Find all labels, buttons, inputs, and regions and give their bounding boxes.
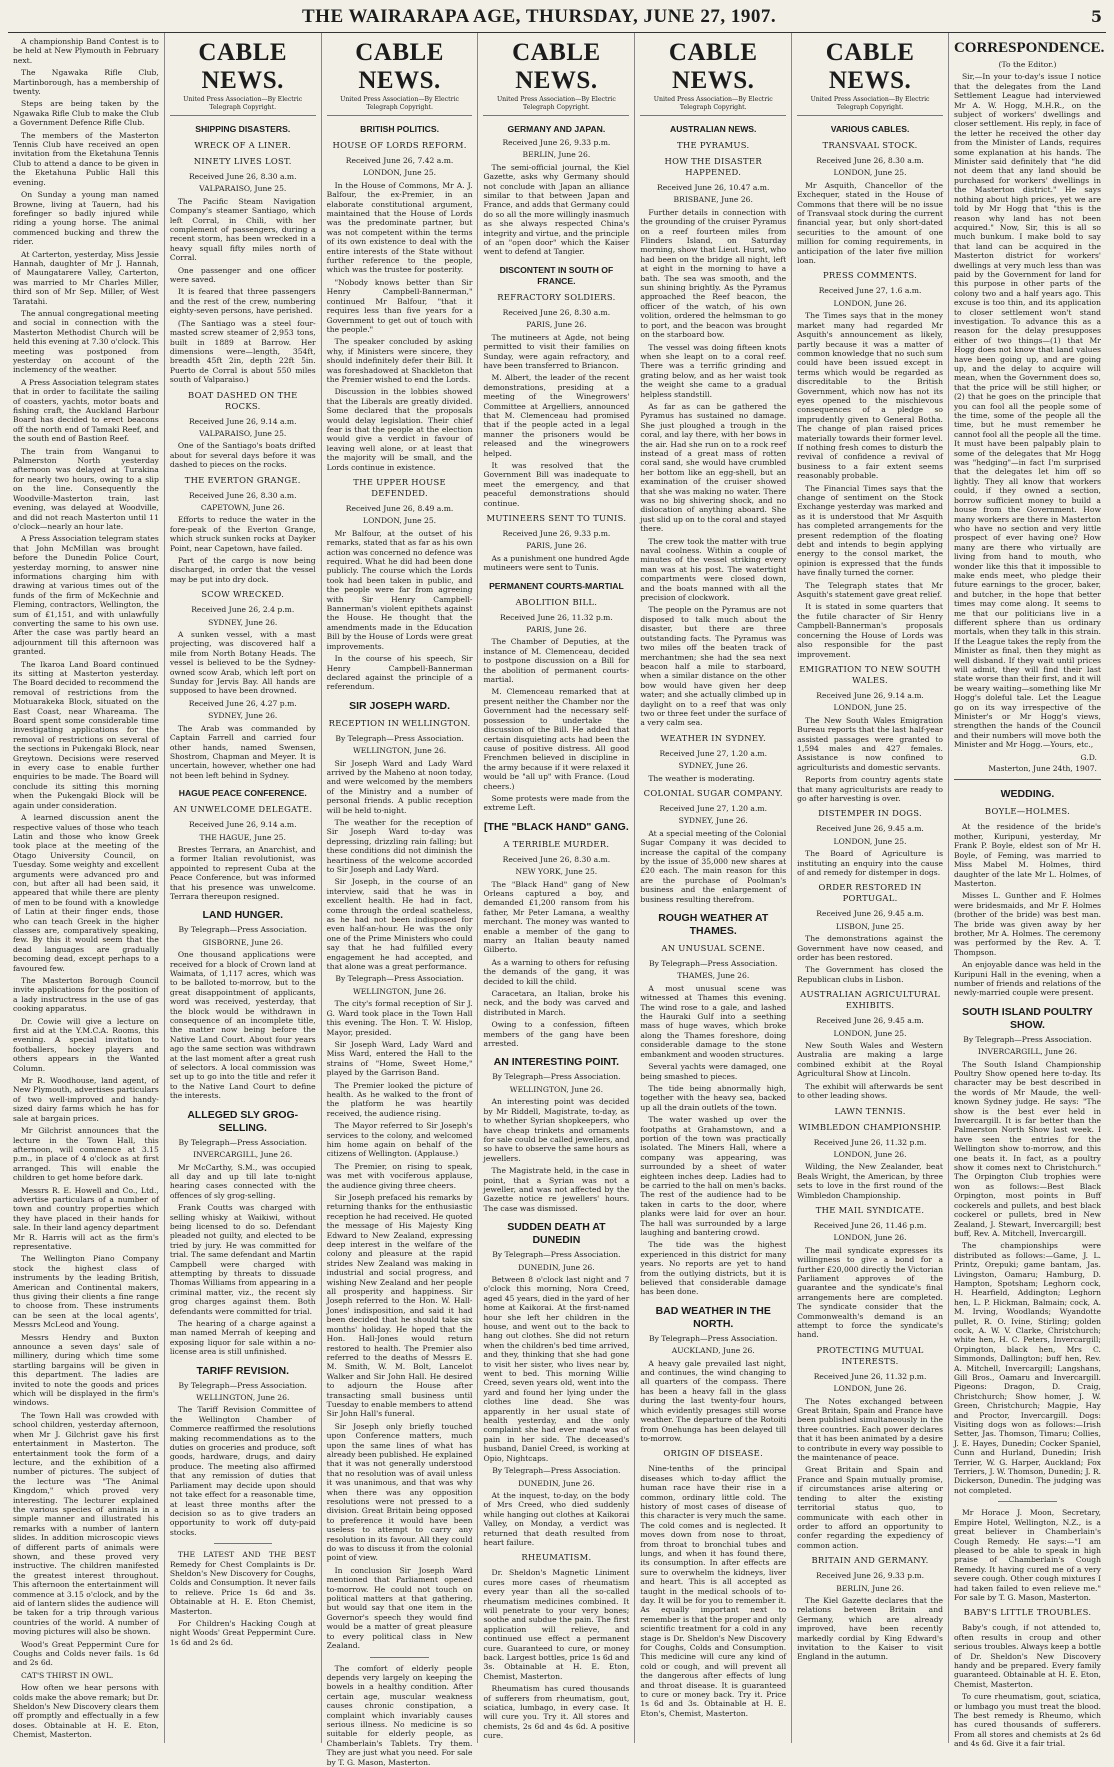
section-header: CABLE NEWS.: [198, 39, 288, 94]
paragraph: It is feared that three passengers and the rest of the crew, numbering eighty-seven persons, have perished.: [169, 287, 316, 316]
paragraph: Discussion in the lobbies showed that the Liberals are greatly divided. Some declared that the proposals would delay legislation. Their chief fear is that the people at the election would give a verdict in favour of leaving well alone, or at least that the majority will be small, and the Lords continue in existence.: [326, 387, 473, 472]
news-item: Mr R. Woodhouse, land agent, of New Plymouth, advertises particulars of two well-improved and handy-sized dairy farms which he has for sale at bargain prices.: [13, 1076, 159, 1123]
news-item: Mr Gilchrist announces that the lecture in the Town Hall, this afternoon, will commence at 3.15 p.m., in place of 4 o'clock as at first arranged. This will enable the children to get home before dark.: [13, 1126, 159, 1183]
paragraph: A most unusual scene was witnessed at Thames this evening. The wind rose to a gale, and lashed the Hauraki Gulf into a seething mass of huge waves, which broke along the Thames foreshore, doing considerable damage to the stone embankment and wooden structures.: [640, 983, 787, 1059]
masthead-title: THE WAIRARAPA AGE, THURSDAY, JUNE 27, 1907.: [302, 6, 777, 27]
dateline: WELLINGTON, June 26.: [352, 986, 447, 996]
dateline: WELLINGTON, June 26.: [196, 1393, 290, 1403]
dateline: SYDNEY, June 26.: [208, 711, 278, 721]
article-heading: [THE "BLACK HAND" GANG.: [484, 820, 629, 833]
paragraph: Misses L. Gunther and F. Holmes were bridesmaids, and Mr F. Holmes (brother of the bride) was best man. The bride was given away by her brother, Mr A. Holmes. The ceremony was performed by the Rev. A. T. Thompson.: [953, 891, 1101, 957]
article-deck: MUTINEERS SENT TO TUNIS.: [486, 513, 627, 523]
dateline: SYDNEY, June 26.: [678, 816, 748, 826]
paragraph: "Nobody knows better than Sir Henry Campbell-Bannerman," continued Mr Balfour, "that it requires less than five years for a Government to get out of touch with the people.": [326, 277, 473, 334]
article-deck: PRESS COMMENTS.: [823, 270, 918, 281]
article-deck: BOAT DASHED ON THE ROCKS.: [187, 389, 298, 411]
article-deck: HOW THE DISASTER HAPPENED.: [664, 156, 762, 177]
paragraph: Caracetara, an Italian, broke his neck, and the body was carved and distributed in March.: [483, 989, 630, 1017]
article-deck: COLONIAL SUGAR COMPANY.: [643, 787, 783, 798]
divider: [954, 779, 1101, 780]
article-deck: DISTEMPER IN DOGS.: [818, 808, 922, 819]
paragraph: The weather for the reception of Sir Joseph Ward to-day was depressing, drizzling rain falling; but these conditions did not diminish the heartiness of the welcome accorded to Sir Joseph and Lady Ward.: [326, 817, 473, 874]
paragraph: Sir Joseph Ward and Lady Ward arrived by the Maheno at noon today, and were welcomed by the members of the Ministry and a number of personal friends. A public reception will be held to-night.: [326, 758, 473, 815]
article-heading: AUSTRALIAN NEWS.: [670, 124, 757, 134]
article-deck: LAWN TENNIS.: [834, 1105, 906, 1116]
byline: By Telegraph—Press Association.: [649, 959, 778, 969]
paragraph: The hearing of a charge against a man named Merrah of keeping and exposing liquor for sale within a no-license area is still unfinished.: [169, 1319, 316, 1357]
advertisement-heading: BABY'S LITTLE TROUBLES.: [963, 1607, 1092, 1618]
dateline: WELLINGTON, June 26.: [509, 1084, 604, 1094]
article-deck: BOYLE—HOLMES.: [984, 806, 1071, 817]
received-line: Received June 26, 9.33 p.m.: [816, 1571, 924, 1581]
news-item: The annual congregational meeting and social in connection with the Masterton Methodist Church will be held this evening at 7.30 o'clock. This meeting was postponed from yesterday on account of the inclemency of the weather.: [13, 308, 159, 375]
byline: By Telegraph—Press Association.: [492, 1072, 621, 1082]
paragraph: Several yachts were damaged, one being smashed to pieces.: [640, 1062, 787, 1081]
news-item: On Sunday a young man named Browne, living at Tauern, had his forefinger so badly injured while riding a young horse. The animal commenced bucking and threw the rider.: [13, 190, 159, 247]
paragraph: Frank Coutts was charged with selling whisky at Waikiwi, without being licensed to do so. Defendant pleaded not guilty, and elected to be tried by jury. He was committed for trial. The same defendant and Martin Campbell were charged with attempting by threats to dissuade Thomas Williams from appearing in a criminal matter, viz., the recent sly grog charges against them. Both defendants were committed for trial.: [169, 1203, 316, 1316]
paragraph: M. Clemenceau remarked that at present neither the Chamber nor the Government had the necessary self-possession to undertake the discussion of the Bill. He added that certain disquieting acts had been the cause of positive distress. All good Frenchmen believed in discipline in the army because if it were relaxed it would be "all up" with France. (Loud cheers.): [483, 687, 630, 791]
divider: [214, 1543, 272, 1544]
paragraph: The championships were distributed as follows:—Game, J. L. Printz, Orepuki; game bantam, Jas. Livingston, Oamaru; Hamburg, D. Hampton, Spotsham; Leghorn cock, H. Hearfield, Addington; Leghorn hen, L. P. Hickman, Balmain; cock, A. M. Irving, Woodlands; Wyandotte pullet, R. O. Ivine, Stirling; golden cock, A. W. V. Clarke, Christchurch; white hen, H. C. Peters, Invercargill; Orpington, black hen, Mrs C. Simmonds, Dallington; buff hen, Rev. A. Mitchell, Invercargill; Langshans, Gill Bros., Oamaru and Invercargill. Pigeons: Dragon, D. Craig, Christchurch; Show homer, J. W. Green, Christchurch; Magpie, Hay and Proctor, Invercargill. Dogs: Visiting dogs won as follows:—Irish Setter, Jas. Thomson, Timaru; Collies, J. E. Hayes, Dunedin; Cocker Spaniel, Cunn and Hurland, Dunedin; Irish Terrier, W. G. Harper, Auckland; Fox Terriers, J. W. Thomson, Dunedin; J. R. Dickerson, Dunedin. The judging was not completed.: [953, 1241, 1101, 1495]
news-item: At Carterton, yesterday, Miss Jessie Hannah, daughter of Mr J. Hannah, of Maungatarere Valley, Carterton, was married to Mr Charles Miller, third son of Mr Sep. Miller, of West Taratahi.: [13, 249, 159, 306]
advertisement: THE LATEST AND THE BEST Remedy for Chest Complaints is Dr. Sheldon's New Discovery for Coughs, Colds and Consumption. It never fails to relieve. Price 1s 6d and 3s. Obtainable at H. E. Eton Chemist, Masterton.: [169, 1550, 316, 1616]
article-deck: THE UPPER HOUSE DEFENDED.: [353, 477, 446, 498]
paragraph: Mr Asquith, Chancellor of the Exchequer, stated in the House of Commons that there will be no issue of Transvaal stock during the current financial year, but only short-dated securities to the amount of one million for coming requirements, in anticipation of the later five million loan.: [797, 180, 943, 266]
divider: [370, 1657, 428, 1658]
dateline: VALPARAISO, June 25.: [199, 184, 287, 194]
paragraph: Reports from country agents state that many agriculturists are ready to go after harvesting is over.: [797, 775, 943, 803]
paragraph: As a warning to others for refusing the demands of the gang, it was decided to kill the child.: [483, 957, 630, 986]
news-item: A Press Association telegram states that in order to facilitate the sailing of coasters, yachts, motor boats and fishing craft, the Auckland Harbour Board has decided to erect beacons off the north end of Tamaki Reef, and the south end of Bastion Reef.: [13, 377, 159, 444]
paragraph: Owing to a confession, fifteen members of the gang have been arrested.: [483, 1020, 630, 1049]
byline: By Telegraph—Press Association.: [335, 974, 464, 984]
paragraph: Mr McCarthy, S.M., was occupied all day and up till late to-night hearing cases connected with the offences of sly grog-selling.: [169, 1162, 316, 1200]
paragraph: (The Santiago was a steel four-masted screw steamer of 2,953 tons, built in 1889 at Barrow. Her dimensions were—length, 354ft, breadth 45ft 2in, depth 22ft 5in. Puerto de Corral is about 550 miles south of Valparaiso.): [169, 318, 316, 385]
news-item: The Wellington Piano Company stock the highest class of instruments by the leading British, American and Continental makers, thus giving their clients a fine range to choose from. These instruments can be seen at the local agents', Messrs McLeod and Young.: [13, 1254, 159, 1330]
article-deck: A TERRIBLE MURDER.: [503, 838, 610, 849]
paragraph: In the course of his speech, Sir Henry Campbell-Bannerman declared against the principle of a referendum.: [326, 654, 473, 692]
news-item: How often we hear persons with colds make the above remark; but Dr. Sheldon's New Discovery clears them off promptly and effectually in a few doses. Obtainable at H. E. Eton, Chemist, Masterton.: [13, 1683, 159, 1740]
dateline: LONDON, June 26.: [833, 298, 907, 308]
article-deck: ORDER RESTORED IN PORTUGAL.: [818, 882, 922, 904]
byline: By Telegraph—Press Association.: [492, 1250, 621, 1260]
dateline: INVERCARGILL, June 26.: [977, 1047, 1078, 1057]
article-deck: HOUSE OF LORDS REFORM.: [332, 140, 467, 150]
article-deck: THE MAIL SYNDICATE.: [815, 1204, 925, 1215]
dateline: PARIS, June 26.: [526, 541, 587, 551]
dateline: LONDON, June 25.: [833, 703, 907, 713]
news-item: The Town Hall was crowded with school children, yesterday afternoon, when Mr J. Gilchrist gave his first entertainment in Masterton. The entertainment took the form of a lecture, and the exhibition of a number of pictures. The subject of the lecture was "The Animal Kingdom," which proved very interesting. The lecturer explained the various species of animals in a simple manner and illustrated his remarks with a number of lantern slides. In addition microscopic views of different parts of animals were shown, and these proved very instructive. The children manifested the greatest interest throughout. This afternoon the entertainment will commence at 3.15 o'clock, and by the aid of lantern slides the audience will be taken for a trip through various countries of the world. A number of moving pictures will also be shown.: [13, 1410, 159, 1637]
received-line: Received June 26, 7.42 a.m.: [345, 156, 454, 165]
received-line: Received June 26, 8.49 a.m.: [345, 504, 454, 513]
received-line: Received June 27, 1.6 a.m.: [818, 286, 922, 296]
received-line: Received June 26, 9.14 a.m.: [816, 690, 924, 700]
received-line: Received June 26, 9.33 p.m.: [502, 138, 611, 147]
dateline: LONDON, June 25.: [833, 168, 907, 178]
section-subtitle: United Press Association—By Electric Telegraph Copyright.: [483, 96, 629, 116]
paragraph: The weather is moderating.: [648, 773, 755, 783]
received-line: Received June 26, 11.32 p.m.: [813, 1137, 927, 1147]
signature: G.D.: [1080, 752, 1097, 762]
article-deck: AN UNUSUAL SCENE.: [661, 943, 766, 954]
dateline: THAMES, June 26.: [677, 971, 750, 981]
column-cable-news-2: [322, 33, 479, 1767]
paragraph: Sir Joseph, in the course of an interview, said that he was in excellent health. He had in fact, come through the ordeal scatheless, as he had not been indisposed for even half-an-hour. He was the only one of the Prime Ministers who could say that he had fulfilled every engagement he had accepted, and that alone was a great performance.: [326, 877, 473, 972]
article-heading: SOUTH ISLAND POULTRY SHOW.: [962, 1005, 1093, 1031]
paragraph: The tide was the highest experienced in this district for many years. No reports are yet to hand from the outlying districts, but it is believed that considerable damage has been done.: [640, 1240, 787, 1297]
received-line: Received June 26, 10.47 a.m.: [657, 183, 770, 192]
article-deck: THE EVERTON GRANGE.: [184, 474, 301, 485]
paragraph: Further details in connection with the grounding of the cruiser Pyramus on a reef fourteen miles from Flinders Island, on Saturday morning, show that Lieut. Hurst, who had been on the bridge all night, left at eight in the morning to have a bath. The sea was smooth, and the sun shining brightly. As the Pyramus approached the Reef beacon, the officer of the watch, of his own volition, ordered the helmsman to go to port, and the beacon was brought on the starboard bow.: [640, 207, 787, 340]
page-number: 5: [1090, 7, 1102, 26]
advertisement: Rheumatism has cured thousands of sufferers from rheumatism, gout, sciatica, lumbago, in every case. It will cure you. Try it. All stores and chemists, 2s 6d and 4s 6d. A positive cure.: [483, 1684, 630, 1741]
paragraph: It was resolved that the Government Bill was inadequate to meet the emergency, and that peaceful demonstrations should continue.: [483, 460, 630, 508]
dateline: INVERCARGILL, June 26.: [193, 1150, 293, 1160]
article-heading: SHIPPING DISASTERS.: [195, 124, 291, 134]
received-line: Received June 26, 11.46 p.m.: [813, 1220, 927, 1230]
paragraph: The Tariff Revision Committee of the Wellington Chamber of Commerce reaffirmed the resolutions making recommendations as to the duties on groceries and produce, soft goods, hardware, drugs, and dairy produce. The meeting also affirmed that any remission of duties that Parliament may decide upon should not take effect for a reasonable time, at least three months after the decision so as to give traders an opportunity to work off duty-paid stocks.: [169, 1405, 316, 1537]
dateline: LONDON, June 26.: [833, 1149, 907, 1159]
paragraph: Sir Joseph only briefly touched upon Conference matters, much upon the same lines of what has already been published. He explained that it was not generally understood that no resolution was of avail unless it was unanimous, and that was why when there was any opposition resolutions were not pressed to a division. Great Britain being opposed to preference it would have been useless to attempt to carry any resolution in its favour. All they could do was to discuss it from the colonial point of view.: [326, 1421, 473, 1563]
dateline: BERLIN, June 26.: [522, 150, 591, 160]
received-line: Received June 26, 9.14 a.m.: [188, 820, 297, 830]
paragraph: Mr Balfour, at the outset of his remarks, stated that as far as his own action was concerned no defence was required. What he did had been done publicly. The course which the Lords took had been taken in public, and the people were far from agreeing with Sir Henry Campbell-Bannerman's violent epithets against the House. He thought that the amendments made in the Education Bill by the House of Lords were great improvements.: [326, 528, 473, 651]
paragraph: The vessel was doing fifteen knots when she leapt on to a coral reef. There was a terrific grinding and grating below, and as her waist took the weight she came to a gradual helpless standstill.: [640, 342, 787, 399]
paragraph: A heavy gale prevailed last night, and continues, the wind changing to all quarters of the compass. There has been a heavy fall in the glass during the last twenty-four hours, which evidently presages still worse weather. The departure of the Rotoiti from Onehunga has been delayed till to-morrow.: [640, 1358, 787, 1443]
received-line: Received June 26, 9.45 a.m.: [816, 909, 924, 919]
advertisement: Nine-tenths of the principal diseases which to-day afflict the human race have their rise in a common, ordinary little cold. The history of most cases of disease of this character is very much the same. The cold comes and is neglected. It moves down from nose to throat, from throat to bronchial tubes and lungs, and when it has found there, its consumption. In after effects are sure to overwhelm the kidneys, liver and heart. This is all accepted as taught in the medical schools of to-day. It will be for you to remember it. As equally important next to remember is that the proper and only scientific treatment for a cold in any stage is Dr. Sheldon's New Discovery for Coughs, Colds and Consumption. This medicine will cure any kind of cold or cough, and will prevent all the dangerous after effects of lung and throat disease. It is guaranteed to cure or money back. Try it. Price 1s 6d and 3s. Obtainable at H. E. Eton's, Chemist, Masterton.: [640, 1464, 787, 1718]
article-deck: TRANSVAAL STOCK.: [822, 140, 918, 150]
article-deck: AN UNWELCOME DELEGATE.: [173, 804, 313, 815]
paragraph: A sunken vessel, with a mast projecting, was discovered half a mile from North Botany Heads. The vessel is believed to be the Sydney-owned scow Arab, which left port on Sunday for Jervis Bay. All hands are supposed to have been drowned.: [169, 630, 316, 696]
news-item: The members of the Masterton Tennis Club have received an open invitation from the Eketahuna Tennis Club to attend a dance to be given in the Eketahuna Public Hall this evening.: [13, 130, 159, 187]
paragraph: The mail syndicate expresses its willingness to give a bond for a further £20,000 directly the Victorian Parliament approves of the guarantee and the syndicate's final arrangements here are completed. The syndicate consider that the Commonwealth's demand is an attempt to force the syndicate's hand.: [797, 1245, 943, 1340]
paragraph: The demonstrations against the Government have now ceased, and order has been restored.: [797, 934, 943, 963]
paragraph: The Premier looked the picture of health. As he walked to the front of the platform he was heartily received, the audience rising.: [326, 1080, 473, 1118]
received-line: Received June 26, 8.30 a.m.: [188, 172, 297, 181]
received-line: Received June 26, 9.33 p.m.: [502, 529, 611, 538]
paragraph: The Magistrate held, in the case in point, that a Syrian was not a jeweller, and was not affected by the Gazette notice re jewellers' hours. The case was dismissed.: [483, 1166, 630, 1213]
paragraph: The city's formal reception of Sir J. G. Ward took place in the Town Hall this evening. The Hon. T. W. Hislop, Mayor, presided.: [326, 999, 473, 1037]
columns: [8, 33, 1106, 1767]
paragraph: An interesting point was decided by Mr Riddell, Magistrate, to-day, as to whether Syrian shopkeepers, who have cheap trinkets and ornaments for sale could be called jewellers, and so have to observe the same hours as jewellers.: [483, 1097, 630, 1163]
article-deck: EMIGRATION TO NEW SOUTH WALES.: [799, 663, 941, 685]
article-heading: VARIOUS CABLES.: [830, 124, 910, 134]
paragraph: The Telegraph states that Mr Asquith's statement gave great relief.: [797, 580, 943, 600]
article-heading: BAD WEATHER IN THE NORTH.: [655, 1304, 771, 1330]
paragraph: The water washed up over the footpaths at Grahamstown, and a portion of the town was practically isolated. The Miners Hall, where a company was appearing, was surrounded by a sheet of water eighteen inches deep. Ladies had to be carried to the hall on men's backs. The rest of the audience had to be taken in carts to the door, where planks were laid for over an hour. The hall was surrounded by a large laughing and bantering crowd.: [640, 1115, 787, 1237]
received-line: Received June 26, 11.32 p.m.: [813, 1371, 927, 1381]
article-heading: TARIFF REVISION.: [196, 1364, 290, 1377]
received-line: Received June 26, 9.45 a.m.: [816, 824, 924, 834]
paragraph: In conclusion Sir Joseph Ward mentioned that Parliament opened to-morrow. He could not touch on political matters at that gathering, but would say that one item in the Governor's speech they would find would be a matter of great pleasure to every political class in New Zealand.: [326, 1565, 473, 1651]
advertisement: Dr. Sheldon's Magnetic Liniment cures more cases of rheumatism every year than all the so-called rheumatism medicines combined. It will penetrate to your very bones; soothe and subdue the pain. The first application will relieve, and continued use effect a permanent cure. Guaranteed to cure, or money back. Largest bottles, price 1s 6d and 3s. Obtainable at H. E. Eton, Chemist, Masterton.: [483, 1568, 630, 1681]
article-heading: GERMANY AND JAPAN.: [507, 124, 606, 134]
paragraph: Wilding, the New Zealander, beat Beals Wright, the American, by three sets to love in the first round of the Wimbledon Championship.: [797, 1162, 943, 1200]
paragraph: The Chamber of Deputies, at the instance of M. Clemenceau, decided to postpone discussion on a Bill for the abolition of permanent courts-martial.: [483, 637, 630, 685]
news-item: CAT'S THIRST IN OWL.: [21, 1670, 114, 1680]
section-subtitle: United Press Association—By Electric Telegraph Copyright.: [327, 96, 473, 116]
advertisement: To cure rheumatism, gout, sciatica, or lumbago you must treat the blood. The best remedy is Rheumo, which has cured thousands of sufferers. From all stores and chemists at 2s 6d and 4s 6d. Give it a fair trial.: [953, 1692, 1101, 1749]
paragraph: The Kiel Gazette declares that the relations between Britain and Germany, which are already improved, have been recently markedly cordial by King Edward's invitation to the Kaiser to visit England in the autumn.: [797, 1595, 943, 1662]
paragraph: At the residence of the bride's mother, Kuripuni, yesterday, Mr Frank P. Boyle, eldest son of Mr H. Boyle, of Feming, was married to Miss Mabel M. Holmes, third daughter of the late Mr L. Holmes, of Masterton.: [953, 822, 1101, 888]
signature-date: Masterton, June 24th, 1907.: [988, 764, 1097, 774]
section-header: CABLE NEWS.: [512, 39, 601, 94]
article-deck: PROTECTING MUTUAL INTERESTS.: [816, 1344, 924, 1366]
paragraph: In the House of Commons, Mr A. J. Balfour, the ex-Premier, in an elaborate constitutional argument, maintained that the House of Lords was the predominate partner, but was not competent within the terms of its own existence to deal with the entire interests of the State without further reference to the people, which was the trustee for posterity.: [326, 180, 473, 275]
advertisement: The comfort of elderly people depends very largely on keeping the bowels in a healthy condition. After certain age, muscular weakness causes chronic constipation, a complaint which invariably causes serious illness. No medicine is so suitable for elderly people, as Chamberlain's Tablets. Try them. They are just what you need. For sale by T. G. Mason, Masterton.: [326, 1663, 473, 1767]
article-deck: WIMBLEDON CHAMPIONSHIP.: [798, 1121, 942, 1132]
received-line: Received June 26, 9.14 a.m.: [188, 416, 297, 426]
column-cable-news-5: [792, 33, 949, 1743]
paragraph: The Government has closed the Republican clubs in Lisbon.: [797, 965, 943, 984]
paragraph: The mutineers at Agde, not being permitted to visit their families on Sunday, were again refractory, and have been transferred to Briancon.: [483, 332, 630, 370]
paragraph: The exhibit will afterwards be sent to other leading shows.: [797, 1081, 943, 1101]
section-header: CORRESPONDENCE.: [953, 40, 1105, 56]
received-line: Received June 27, 1.20 a.m.: [659, 803, 767, 813]
dateline: LONDON, June 25.: [363, 516, 437, 526]
paragraph: One of the Santiago's boats drifted about for several days before it was dashed to pieces on the rocks.: [169, 441, 316, 470]
dateline: DUNEDIN, June 26.: [518, 1478, 595, 1488]
paragraph: Brestes Terrara, an Anarchist, and a former Italian revolutionist, was appointed to represent Cuba at the Peace Conference, but was informed that his presence was unwelcome. Terrara thereupon resigned.: [169, 844, 316, 901]
section-header: CABLE NEWS.: [825, 39, 915, 94]
dateline: BERLIN, June 26.: [836, 1583, 904, 1593]
dateline: LONDON, June 26.: [833, 1384, 907, 1394]
article-deck: ABOLITION BILL.: [515, 596, 598, 607]
paragraph: The Times says that in the money market many had regarded Mr Asquith's announcement as likely, partly because it was a matter of common knowledge that no such sum could have been issued except in terms which would be regarded as discreditable to the British Government, which now has not its eyes opened to the mischievous consequences of a pledge so imprudently given to General Botha. The change of plan raised prices materially towards their former level. If nothing fresh comes to disturb the revival of confidence a revival of business to a fair extent seems reasonably probable.: [797, 311, 943, 481]
received-line: Received June 26, 11.32 p.m.: [500, 612, 613, 622]
column-local-news: [8, 33, 165, 1743]
column-cable-news-3: [478, 33, 635, 1743]
advertisement-heading: ORIGIN OF DISEASE.: [663, 1448, 764, 1459]
news-item: The Masterton Borough Council invite applications for the position of a lady instructress in the use of gas cooking apparatus.: [13, 976, 159, 1014]
received-line: Received June 26, 8.30 a.m.: [502, 307, 611, 317]
article-heading: LAND HUNGER.: [202, 909, 283, 922]
article-heading: HAGUE PEACE CONFERENCE.: [178, 788, 307, 799]
advertisement: Baby's cough, if not attended to, often results in croup and other serious troubles. Always keep a bottle of Dr. Sheldon's New Discovery handy and be prepared. Every family guaranteed. Obtainable at H. E. Eton, Chemist, Masterton.: [953, 1623, 1101, 1689]
paragraph: Some protests were made from the extreme Left.: [483, 793, 630, 813]
paragraph: Efforts to reduce the water in the fore-peak of the Everton Grange, which struck sunken rocks at Dayker Point, near Capetown, have failed.: [169, 515, 316, 553]
paragraph: Sir Joseph prefaced his remarks by returning thanks for the enthusiastic reception he had received. He quoted the message of His Majesty King Edward to New Zealand, expressing deep interest in the welfare of the colony and pleasure at the rapid strides New Zealand was making in industrial and social progress, and wishing New Zealand and her people all prosperity and happiness. Sir Joseph referred to the Hon. W. Hall-Jones' indisposition, and said it had been decided that he should take six months' holiday. He hoped that the Hon. Hall-Jones would return restored to health. The Premier also referred to the deaths of Messrs E. M. Smith, W. M. Bolt, Lancelot Walker and Sir John Hall. He desired to adjourn the House after transacting small business until Tuesday to enable members to attend Sir John Hall's funeral.: [326, 1193, 473, 1419]
dateline: LONDON, June 25.: [833, 1028, 907, 1038]
dateline: BRISBANE, June 26.: [673, 195, 753, 205]
paragraph: One passenger and one officer were saved.: [169, 265, 316, 285]
dateline: PARIS, June 26.: [526, 625, 587, 635]
news-item: Steps are being taken by the Ngawaka Rifle Club to make the Club a Government Defence Rifle Club.: [13, 99, 159, 128]
paragraph: Great Britain and Spain and France and Spain mutually promise, if circumstances arise altering or tending to alter the existing territorial status quo, to communicate with each other in order to afford an opportunity to confer regarding the expediency of common action.: [797, 1465, 943, 1550]
article-deck: REFRACTORY SOLDIERS.: [497, 291, 616, 302]
byline: By Telegraph—Press Association.: [649, 1333, 778, 1343]
received-line: Received June 26, 8.30 a.m.: [502, 854, 611, 864]
paragraph: The Pacific Steam Navigation Company's steamer Santiago, which left Corral, in Chili, with her complement of passengers, during a recent storm, has been wrecked in a heavy squall fifty miles north of Corral.: [169, 196, 316, 263]
byline: By Telegraph—Press Association.: [492, 1466, 621, 1476]
received-line: Received June 26, 2.4 p.m.: [191, 605, 295, 615]
byline: By Telegraph—Press Association.: [178, 1137, 307, 1147]
paragraph: The Arab was commanded by Captain Farrell and carried four other hands, named Swensen, Shostrom, Chapman and Meyer. It is uncertain, however, whether one had not been left behind in Sydney.: [169, 723, 316, 780]
editor-address: (To the Editor.): [998, 60, 1057, 69]
masthead: [8, 6, 1106, 33]
article-deck: BRITAIN AND GERMANY.: [811, 1555, 929, 1566]
dateline: WELLINGTON, June 26.: [352, 746, 447, 756]
article-deck: THE PYRAMUS.: [676, 140, 750, 150]
news-item: Dr. Cowie will give a lecture on first aid at the Y.M.C.A. Rooms, this evening. A special invitation to footballers, hockey players and others appears in the Wanted Column.: [13, 1016, 159, 1073]
advertisement: For Children's Hacking Cough at night Woods' Great Peppermint Cure. 1s 6d and 2s 6d.: [169, 1618, 316, 1647]
news-item: Wood's Great Peppermint Cure for Coughs and Colds never fails. 1s 6d and 2s 6d.: [13, 1639, 159, 1668]
article-deck: WRECK OF A LINER.: [194, 140, 292, 150]
news-item: Messrs R. E. Howell and Co., Ltd., advertise particulars of a number of town and country properties which they have placed in their hands for sale. In their land agency department Mr R. Harris will act as the firm's representative.: [13, 1185, 159, 1251]
section-subtitle: United Press Association—By Electric Telegraph Copyright.: [640, 96, 786, 116]
article-heading: PERMANENT COURTS-MARTIAL: [489, 580, 624, 591]
dateline: LONDON, June 26.: [833, 1233, 907, 1243]
dateline: SYDNEY, June 26.: [208, 617, 278, 627]
section-subtitle: United Press Association—By Electric Telegraph Copyright.: [797, 96, 943, 116]
article-deck: AUSTRALIAN AGRICULTURAL EXHIBITS.: [800, 989, 940, 1011]
section-header: CABLE NEWS.: [355, 39, 444, 94]
article-heading: DISCONTENT IN SOUTH OF FRANCE.: [499, 264, 614, 286]
news-item: A championship Band Contest is to be held at New Plymouth in February next.: [13, 37, 159, 65]
received-line: Received June 26, 4.27 p.m.: [188, 698, 297, 708]
paragraph: As far as can be gathered the Pyramus has sustained no damage. She just ploughed a trough in the coral, and lay there, with her bows in the air. Had she run on to a rock reef instead of a great mass of rotten coral sand, she would have crumbled her bottom like an egg-shell, but an examination of the cruiser showed that she was making no water. There was no big shivering shock, and no dislocation of anything aboard. She just slid up on to the coral and stayed there.: [640, 401, 787, 534]
news-item: The Ikaroa Land Board continued its sitting at Masterton yesterday. The Board decided to recommend the removal of restrictions from the Motuarakeka Block, situated on the East Coast, near Whareama. The Board spent some considerable time investigating applications for the removal of restrictions on several of the sections in Pukengaki Block, near Greytown. Decisions were reserved in every case to enable further enquiries to be made. The Board will conclude its sitting this morning when the Pukengaki Block will be again under consideration.: [13, 659, 159, 810]
paragraph: At the inquest, to-day, on the body of Mrs Creed, who died suddenly while hanging out clothes at Kaikorai Valley, on Monday, a verdict was returned that death resulted from heart failure.: [483, 1490, 630, 1547]
dateline: CAPETOWN, June 26.: [200, 502, 285, 512]
article-heading: BRITISH POLITICS.: [360, 124, 439, 134]
byline: By Telegraph—Press Association.: [178, 1380, 307, 1390]
paragraph: One thousand applications were received for a block of Crown land at Waimata, of 1,117 acres, which was to be balloted to-morrow, but to the great disappointment of applicants, word was received, yesterday, that the block would be withdrawn in consequence of an incomplete title, the matter now being before the Native Land Court. About four years ago the same section was withdrawn at the last moment after a great rush of selectors. A local commission was set up to go into the title and refer it to the Native Land Court to define the interests.: [169, 950, 316, 1101]
dateline: LISBON, June 25.: [836, 921, 905, 931]
paragraph: The people on the Pyramus are not disposed to talk much about the disaster, but there are three outstanding facts. The Pyramus was two miles off the beaten track of merchantmen; she had the sea next beacon half a mile to starboard, when a similar distance on the other bow would have given her deep water; and she actually climbed up in daylight on to a reef that was only two or three feet under the surface of a very calm sea.: [640, 605, 787, 728]
byline: By Telegraph—Press Association.: [963, 1034, 1092, 1044]
received-line: Received June 26, 8.30 a.m.: [816, 156, 924, 165]
article-heading: AN INTERESTING POINT.: [493, 1056, 620, 1069]
paragraph: The South Island Championship Poultry Show opened here to-day. Its character may be best described in the words of Mr Maude, the well-known Sydney judge. He says: "The show is the best ever held in Invercargill. It is far better than the Palmerston North Show last week. I have seen the entries for the Wellington show to-morrow, and this one beats it. In fact, as a poultry show it comes next to Christchurch." The Orpington Club trophies were won as follows:—Best Black Orpington, most points in Buff cockerels and pullets, and best black cockerel or pullets, bred in New Zealand, J. Stewart, Invercargill; best buff, Rev. A. Mitchell, Invercargill.: [953, 1059, 1101, 1238]
paragraph: The New South Wales Emigration Bureau reports that the last half-year assisted passages were granted to 1,594 males and 427 females. Assistance is now confined to agriculturists and domestic servants.: [797, 715, 943, 772]
dateline: LONDON, June 25.: [363, 168, 437, 178]
dateline: PARIS, June 26.: [526, 320, 587, 330]
column-cable-news-1: [165, 33, 322, 1743]
advertisement-heading: RHEUMATISM.: [521, 1552, 592, 1563]
letter-body: Sir,—In your to-day's issue I notice that the delegates from the Land Settlement League had interviewed Mr A. W. Hogg, M.H.R., on the subject of workers' dwellings and closer settlement. His reply, in face of the letter he received the other day from the Minister of Lands, requires some explanation at his hands. The Minister said definitely that "he did not deem that any land should be purchased for workers' dwellings in the Masterton district." He says nothing about high prices, yet we are told by Mr Hogg that "this is the reason why land has not been acquired." Now, Sir, this is all so much bunkum. I make bold to say that land can be acquired in the Masterton district for workers' dwellings at very much less than was paid by the Government for land for this purpose in other parts of the colony two and a half years ago. This excuse is too thin, and its application to closer settlement won't stand investigation. To advance this as a reason for the delay presupposes either of two things—(1) that Mr Hogg does not know that land values have been going up, and are going up, and the delay to acquire will mean, when the Government does so, that the price will be still higher, or (2) that he goes on the principle that you can fool all the people some of the time, some of the people all the time, but he must remember he cannot fool all the people all the time. It must have been palpably plain to some of the delegates that Mr Hogg was "hedging"—in fact I'm surprised that the delegates let him off so lightly. They all know that workers could, if they owned a section, borrow sufficient money to build a house from the Government. How many workers are there in Masterton who have no section and very little prospect of ever having one? How many are there who virtually are living from hand to mouth, who wonder like this that it impossible to make ends meet, who pledge their future earnings to the grocer, baker, and butcher, in the hope that better times may come along. It seems to me that our politicians live in a different sphere than us ordinary mortals, when they talk in this strain. If the League takes the reply from the Minister as final, then they might as well disband. If they wait until prices will admit, they will find their last state worse than their first, and it will be weary waiting—something like Mr Hogg's doleful tale. Let the League go on its way irrespective of the Minister's or Mr Hogg's views, strengthen the hands of the Council and their numbers will move both the Minister and Mr Hogg.—Yours, etc.,: [953, 72, 1101, 750]
dateline: DUNEDIN, June 26.: [518, 1262, 595, 1272]
dateline: THE HAGUE, June 25.: [199, 832, 286, 842]
paragraph: The Premier, on rising to speak, was met with vociferous applause, the audience giving three cheers.: [326, 1161, 473, 1190]
paragraph: Part of the cargo is now being discharged, in order that the vessel may be put into dry dock.: [169, 556, 316, 584]
paragraph: The Financial Times says that the change of sentiment on the Stock Exchange yesterday was marked and as it is understood that Mr Asquith has completed arrangements for the present redemption of the floating debt and intends to begin applying energy to the consol market, the opinion is expressed that the funds have finally turned the corner.: [797, 483, 943, 578]
paragraph: M. Albert, the leader of the recent demonstrations, presiding at a meeting of the Winegrowers' Committee at Argelliers, announced that M. Clemenceau had promised that if the people acted in a legal manner the prisoners would be released and the winegrowers helped.: [483, 373, 630, 458]
news-item: A Press Association telegram states that John McMillan was brought before the Dunedin Police Court, yesterday morning, to answer nine informations charging him with drawing at various times out of the funds of the firm of McKechnie and Fleming, contractors, Wellington, the sum of £1,151, and with unlawfully converting the same to his own use. After the case was partly heard an adjournment till this afternoon was granted.: [13, 534, 159, 657]
dateline: GISBORNE, June 26.: [202, 937, 284, 947]
paragraph: The Mayor referred to Sir Joseph's services to the colony, and welcomed him home again on behalf of the citizens of Wellington. (Applause.): [326, 1121, 473, 1159]
paragraph: The Notes exchanged between Great Britain, Spain and France have been published simultaneously in the three countries. Each power declares that it has been animated by a desire to contribute in every way possible to the maintenance of peace.: [797, 1396, 943, 1463]
advertisement: Mr Horace J. Moon, Secretary, Empire Hotel, Wellington, N.Z., is a great believer in Chamberlain's Cough Remedy. He says:—"I am pleased to be able to speak in high praise of Chamberlain's Cough Remedy. It having cured me of a very severe cough. Other cough mixtures I had taken failed to even relieve me." For sale by T. G. Mason, Masterton.: [953, 1508, 1101, 1602]
dateline: NEW YORK, June 25.: [515, 867, 598, 877]
article-heading: SIR JOSEPH WARD.: [349, 699, 451, 712]
news-item: A learned discussion anent the respective values of those who teach Latin and those who know Greek took place at the meeting of the Otago University Council, on Tuesday. Some weighty and excellent arguments were advanced pro and con, but after all had been said, it appeared that while there are plenty of men to be found with a knowledge of Latin at their finger ends, those who can teach Greek in the higher classes are, comparatively speaking, few. By this it would seem that the dead languages are gradually becoming dead, except perhaps to a favoured few.: [13, 813, 159, 973]
article-deck: RECEPTION IN WELLINGTON.: [328, 717, 471, 728]
received-line: Received June 26, 9.45 a.m.: [816, 1016, 924, 1026]
article-deck: SCOW WRECKED.: [201, 589, 285, 600]
paragraph: The tide being abnormally high, together with the heavy sea, backed up all the drain outlets of the town.: [640, 1083, 787, 1112]
paragraph: The Board of Agriculture is instituting an enquiry into the cause of and remedy for distemper in dogs.: [797, 849, 943, 877]
section-header: CABLE NEWS.: [668, 39, 758, 94]
received-line: Received June 26, 8.30 a.m.: [188, 490, 297, 500]
news-item: The Ngawaka Rifle Club, Martinborough, has a membership of twenty.: [13, 68, 159, 97]
article-heading: ROUGH WEATHER AT THAMES.: [658, 912, 769, 938]
byline: By Telegraph—Press Association.: [335, 733, 464, 743]
paragraph: Sir Joseph Ward, Lady Ward and Miss Ward, entered the Hall to the strains of "Home, Sweet Home," played by the Garrison Band.: [326, 1039, 473, 1078]
column-cable-news-4: [635, 33, 792, 1743]
news-item: The train from Wanganui to Palmerston North yesterday afternoon was delayed at Turakina for nearly two hours, owing to a slip on the line. Consequently the Woodville-Masterton train, last evening, was delayed at Woodville, and did not reach Masterton until 11 o'clock—nearly an hour late.: [13, 446, 159, 531]
section-subtitle: United Press Association—By Electric Telegraph Copyright.: [170, 96, 316, 116]
paragraph: The semi-official journal, the Kiel Gazette, asks why Germany should not conclude with Japan an alliance similar to that between Japan and France, and adds that Germany could do so all the more willingly inasmuch as she always respected China's integrity and virtue, and the principle of an "open door" which the Kaiser went to defend at Tangier.: [483, 162, 630, 257]
article-heading: SUDDEN DEATH AT DUNEDIN: [507, 1221, 606, 1247]
paragraph: An enjoyable dance was held in the Kuripuni Hall in the evening, when a number of friends and relations of the newly-married couple were present.: [953, 960, 1101, 998]
paragraph: New South Wales and Western Australia are making a large combined exhibit at the Royal Agricultural Show at Lincoln.: [797, 1041, 943, 1079]
paragraph: The "Black Hand" gang of New Orleans captured a boy, and demanded £1,200 ransom from his father, Mr Peter Lamana, a wealthy merchant. The money was wanted to enable a member of the gang to marry an Italian beauty named Gilberto.: [483, 879, 630, 955]
article-heading: WEDDING.: [1000, 788, 1055, 801]
dateline: AUCKLAND, June 26.: [671, 1346, 755, 1356]
divider: [998, 1501, 1057, 1502]
paragraph: As a punishment one hundred Agde mutineers were sent to Tunis.: [483, 553, 630, 573]
paragraph: At a special meeting of the Colonial Sugar Company it was decided to increase the capital of the company by the issue of 35,000 new shares at £20 each. The main reason for this are the purchase of Poolman's business and the enlargement of business resulting therefrom.: [640, 828, 787, 904]
dateline: SYDNEY, June 26.: [678, 761, 748, 771]
paragraph: The crew took the matter with true naval coolness. Within a couple of minutes of the vessel striking every man was at his post. The watertight compartments were closed down, and the boats manned with all the precision of clockwork.: [640, 536, 787, 603]
article-deck: NINETY LIVES LOST.: [193, 156, 292, 166]
dateline: VALPARAISO, June 25.: [199, 428, 287, 438]
paragraph: The speaker concluded by asking why, if Ministers were sincere, they should indefinitely defer their Bill. It was foreshadowed at Shackleton that the Premier wished to end the Lords.: [326, 337, 473, 384]
column-correspondence: [949, 33, 1106, 1749]
paragraph: Between 8 o'clock last night and 7 o'clock this morning, Nora Creed, aged 45 years, died in the yard of her home at Kaikorai. At the first-named hour she left her children in the house, and went out to the back to hang out clothes. She did not return when the children's bed time arrived, and they, thinking that she had gone to visit her sister, who lives near by, went to bed. This morning Willie Creed, seven years old, went into the yard and found her lying under the clothes line dead. She was apparently in her usual state of health yesterday, and the only complaint she had ever made was of pain in her side. The deceased's husband, Daniel Creed, is working at Opio, Nightcaps.: [483, 1274, 630, 1463]
news-item: Messrs Hendry and Buxton announce a seven days' sale of millinery, during which time some startling bargains will be given in this department. The ladies are invited to note the goods and prices which will be displayed in the firm's windows.: [13, 1332, 159, 1408]
article-deck: WEATHER IN SYDNEY.: [660, 732, 766, 743]
dateline: LONDON, June 25.: [833, 836, 907, 846]
article-heading: ALLEGED SLY GROG-SELLING.: [187, 1108, 299, 1134]
paragraph: It is stated in some quarters that the futile character of Sir Henry Campbell-Bannerman's proposals concerning the House of Lords was also responsible for the past improvement.: [797, 602, 943, 659]
received-line: Received June 27, 1.20 a.m.: [659, 748, 767, 758]
byline: By Telegraph—Press Association.: [178, 925, 307, 935]
